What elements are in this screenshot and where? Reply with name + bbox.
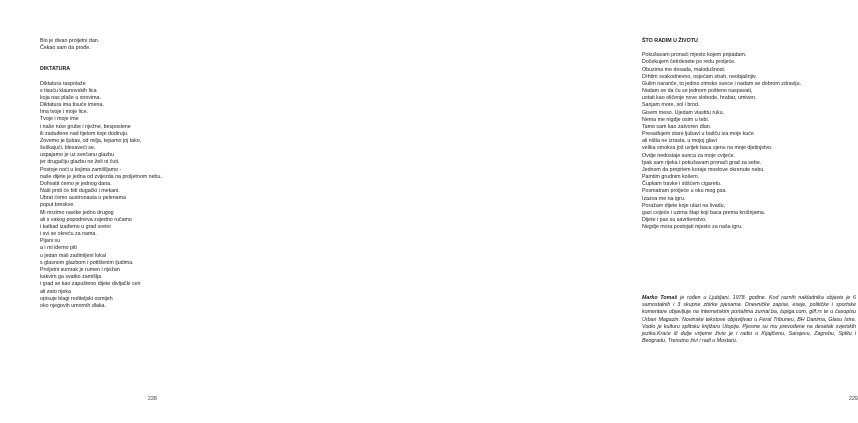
- poem-line: Zovemo je ljubav, od milja, tepamo joj tako,: [40, 137, 142, 144]
- poem-line: šuškajući, blesaveći se,: [40, 145, 96, 152]
- poem-line: Diktatura raspolaže: [40, 80, 86, 87]
- author-bio-text: je rođen u Ljubljani, 1978. godine. Kod raznih nakladnika objavio je 6 samostalnih i 3 skupne zbirke pjesama. Dnevničke zapise, eseje, političke i sportske komentare objavljuje na internetskim portalima zurnal.ba, lupiga.com, gilf.rs te u časopisu Urban Magazin. Novinske tekstove objavljivao u Feral Tribuneu, BH Danima, Glasu Istre. Vodio je kulturu splitsku knjižaru Utopija. Pjesme su mu prevođene na desetak svjetskih jezika.Kraće ili dulje vrijeme živio je i radio u Kijajičenu, Sarajevu, Zagrebu, Splitu i Beogradu. Trenutno živi i radi u Mostaru.: [642, 295, 856, 345]
- poem-line: Dočekujem četrdesete po redu proljeće.: [642, 59, 736, 66]
- poem-line: s tisuću klaunovskih lica: [40, 87, 97, 94]
- page-number-left: 228: [148, 396, 157, 402]
- intro-line: Bio je divan proljetni dan.: [40, 38, 100, 44]
- author-name: Marko Tomaš: [642, 295, 678, 301]
- poem-line: ali ništa ne izrasta, u mojoj glavi: [642, 138, 717, 145]
- poem-line: oko njegovih umornih dlaka.: [40, 302, 106, 309]
- poem-line: Čupkam travke i stišćem cigaretu.: [642, 181, 722, 188]
- poem-line: jer drugačiju glazbu ne želi ni čuti.: [40, 159, 120, 166]
- poem-line: s glasnom glazbom i potištenim ljudima.: [40, 259, 134, 266]
- poem-line: naše dijete je jedna od zvijezda na proljetnom nebu.: [40, 173, 162, 180]
- poem-line: gazi cvijeće i uzima štap koji baca prema krošnjama.: [642, 209, 766, 216]
- poem-line: ili zaduđene nad tijelom koje dodiruju.: [40, 130, 129, 137]
- poem-line: Tamo sam kao zatvoren dlan.: [642, 123, 712, 130]
- poem-line: Nema me nigdje osim u tebi.: [642, 116, 710, 123]
- poem-line: Pokušavam pronaći mjesto kojem pripadam.: [642, 52, 747, 59]
- poem-line: Naši prsti će biti dugački i mekani.: [40, 188, 120, 195]
- poem-line: Postoje noći u kojima zamišljamo -: [40, 166, 122, 173]
- poem-line: i svi se okreću za nama.: [40, 231, 97, 238]
- poem-line: Presađujem stare ljubavi u bašču iza moje kuće: [642, 131, 754, 138]
- poem-line: Ipak sam rijeka i pokušavam pronaći grad za sebe.: [642, 159, 762, 166]
- poem-line: poput breskve.: [40, 202, 75, 209]
- poem-line: Jednom da prepriem koraje mostove okrenute nebu.: [642, 166, 765, 173]
- poem-line: u jedan mali zadimljeni lokal: [40, 252, 106, 259]
- poem-title-sto-radim-u-zivotu: ŠTO RADIM U ŽIVOTU: [642, 38, 698, 44]
- poem-title-diktatura: DIKTATURA: [40, 66, 71, 73]
- spacer: [40, 52, 162, 66]
- poem-line: Mi mrzimo navike jedno drugog: [40, 209, 114, 216]
- poem-line: Sanjam more, sol i brod.: [642, 102, 700, 109]
- poem-line: Pamtim grudnim košem.: [642, 174, 700, 181]
- poem-line: Ovdje nedostaje sunca za moje cvijeće.: [642, 152, 736, 159]
- left-page: [0, 0, 300, 423]
- poem-diktatura: [40, 81, 162, 311]
- poem-sto-radim-u-zivotu: [642, 52, 801, 231]
- poem-line: velika smokva još uvijek baca sjenu na moje djetinjstvo.: [642, 145, 773, 152]
- poem-line: ali zato rijeka: [40, 288, 71, 295]
- poem-line: i grad se kao zapušteno dijete divljački ceri: [40, 281, 141, 288]
- poem-line: Diktatura ima tisuće imena.: [40, 102, 104, 109]
- poem-line: Obuzima me dosada, malodušnost.: [642, 66, 726, 73]
- right-page: [300, 0, 858, 423]
- left-page-text: [40, 38, 162, 310]
- poem-line: Poražam dijete koje ulazi na livadu,: [642, 202, 726, 209]
- poem-line: Pijani su: [40, 238, 61, 245]
- poem-line: Dijete i pas su savršenstvo.: [642, 217, 707, 224]
- poem-line: Drhtim svakodnevno, osjećam strah, neobjašnjiv.: [642, 73, 757, 80]
- poem-line: ustati kao oličenje nove slobode, hrabar, umiven.: [642, 95, 757, 102]
- poem-line: a i mi idemo piti: [40, 245, 77, 252]
- poem-line: Tvoje i moje ime: [40, 116, 79, 123]
- spacer: [642, 45, 801, 52]
- poem-line: Proljetni sumrak je rumen i nježan: [40, 266, 120, 273]
- poem-line: i katkad izađemo u grad sretni: [40, 223, 111, 230]
- poem-line: Gisem meso. Ujedam vlastitu ruku.: [642, 109, 725, 116]
- poem-line: kakvim ga svatko zamišlja: [40, 274, 102, 281]
- poem-line: ali s vakog popodneva zajedno ručamo: [40, 216, 132, 223]
- poem-line: i naše ruke grube i nježne, besposlene: [40, 123, 131, 130]
- author-bio: [642, 295, 856, 345]
- right-page-text: [642, 38, 801, 231]
- poem-line: Dohvatit ćemo je jednog dana.: [40, 180, 112, 187]
- poem-line: Ubrat ćemo austronauta u pelenama: [40, 195, 126, 202]
- intro-line: Čekao sam da prođe.: [40, 45, 91, 52]
- poem-line: Nadam se da ću se jednom pošteno naspavati,: [642, 88, 753, 95]
- poem-line: uspajamo je uz svečanu glazbu: [40, 152, 114, 159]
- page-number-right: 229: [849, 396, 858, 402]
- poem-line: Negdje mora postojati mjesto za naša igru.: [642, 224, 743, 231]
- poem-line: Izazva me na igru.: [642, 195, 686, 202]
- poem-line: Ima tvoje i moje lice.: [40, 109, 88, 116]
- poem-line: Gulim naranče, to jedino zimsko sunce i nadam se dobrom zdravlju.: [642, 80, 801, 87]
- poem-line: opisuje blagi roditeljski osmijeh: [40, 295, 113, 302]
- poem-line: koja nas plaše u snovima.: [40, 94, 101, 101]
- poem-line: Posmatram proljeće u oku mog psa.: [642, 188, 727, 195]
- spacer: [40, 74, 162, 81]
